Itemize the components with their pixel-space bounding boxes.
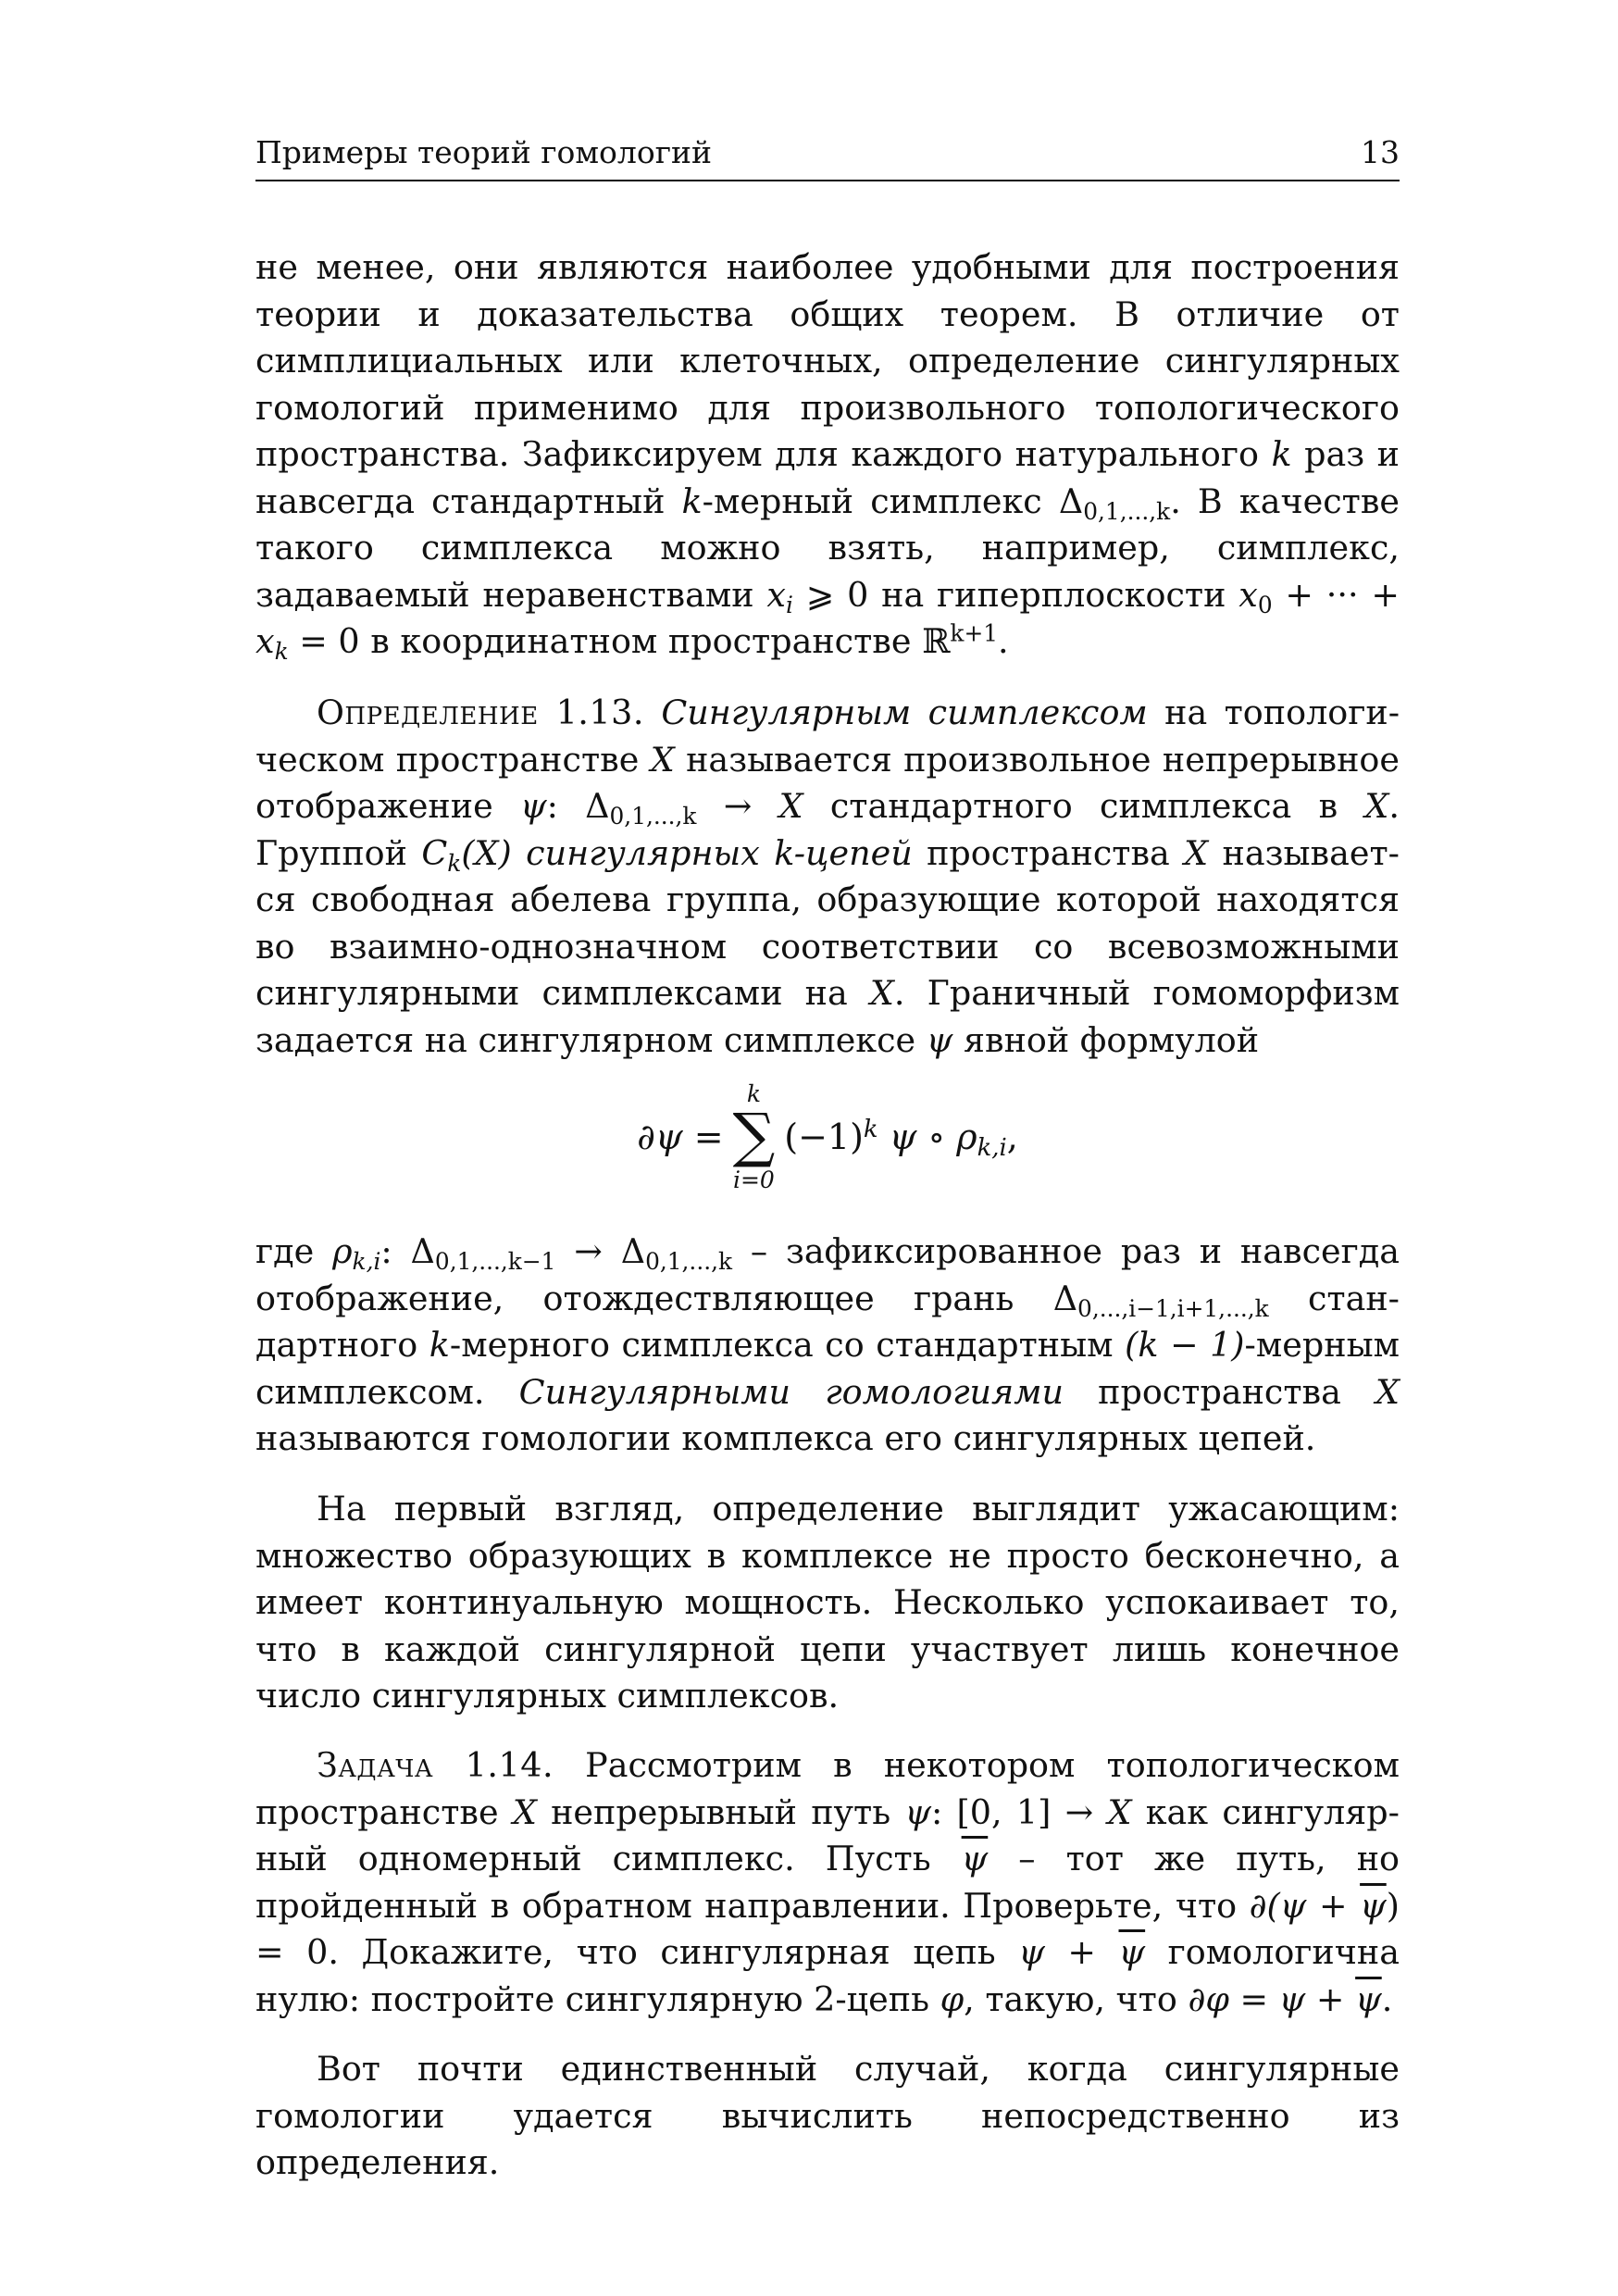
paragraph-rho: где $\rho_{k,i}$: $\Delta_{0,1,...,k-1} \to \Delta_{0,1,...,k}$ – зафиксированное раз и навсегда отображение, отождествляющее грань $\Delta_{0,...,i-1,i+1,...,k}$ стандартного k-мерного симплекса со стандартным (k − 1)-мерным симплексом. Сингулярными гомологиями пространства X называются гомологии комплекса его сингулярных цепей. [255, 1231, 1400, 1458]
definition-1-13: Определение 1.13. Сингулярным симплексом на топологическом пространстве X называется произвольное непрерывное отображение ψ: $\Delta_{0,1,...,k} \to X$ стандартного симплекса в X. Группой $C_k(X)$ сингулярных k-цепей пространства X называется свободная абелева группа, образующие которой находятся во взаимно-однозначном соответствии со всевозможными сингулярными симплексами на X. Граничный гомоморфизм задается на сингулярном симплексе ψ явной формулой [255, 693, 1400, 1060]
paragraph-intro: не менее, они являются наиболее удобными для построения теории и доказательства общих теорем. В отличие от симплициальных или клеточных, определение сингулярных гомологий применимо для произвольного топологического пространства. Зафиксируем для каждого натурального k раз и навсегда стандартный k-мерный симплекс $\Delta_{0,1,...,k}$. В качестве такого симплекса можно взять, например, симплекс, задаваемый неравенствами $x_i$ ⩾ 0 на гиперплоскости $x_0$ + ··· + $x_k = 0$ в координатном пространстве ℝ$^{k+1}$. [255, 247, 1400, 665]
summation: k ∑ i=0 [732, 1080, 776, 1193]
problem-1-14: Задача 1.14. Рассмотрим в некотором топологическом пространстве X непрерывный путь ψ: [0, 1] → X как сингулярный одномерный симплекс. Пусть $\overline{\psi}$ – тот же путь, но пройденный в обратном направлении. Проверьте, что $\partial(\psi + \overline{\psi}) = 0$. Докажите, что сингулярная цепь $\psi + \overline{\psi}$ гомологична нулю: постройте сингулярную 2-цепь φ, такую, что $\partial\varphi = \psi + \overline{\psi}$. [255, 1745, 1400, 2019]
boundary-formula: ∂ψ = k ∑ i=0 $(-1)^k$ ψ ∘ $\rho_{k,i}$, [637, 1080, 1018, 1193]
running-head-title: Примеры теорий гомологий [255, 134, 713, 170]
running-head [255, 128, 1400, 181]
paragraph-remark: На первый взгляд, определение выглядит ужасающим: множество образующих в комплексе не просто бесконечно, а имеет континуальную мощность. Несколько успокаивает то, что в каждой сингулярной цепи участвует лишь конечное число сингулярных симплексов. [255, 1489, 1400, 1716]
problem-label: Задача 1.14. [317, 1745, 554, 1785]
paragraph-closing: Вот почти единственный случай, когда сингулярные гомологии удается вычислить непосредственно из определения. [255, 2049, 1400, 2182]
book-page [255, 128, 1400, 2192]
page-number: 13 [1361, 134, 1400, 170]
definition-label: Определение 1.13. [317, 693, 644, 732]
